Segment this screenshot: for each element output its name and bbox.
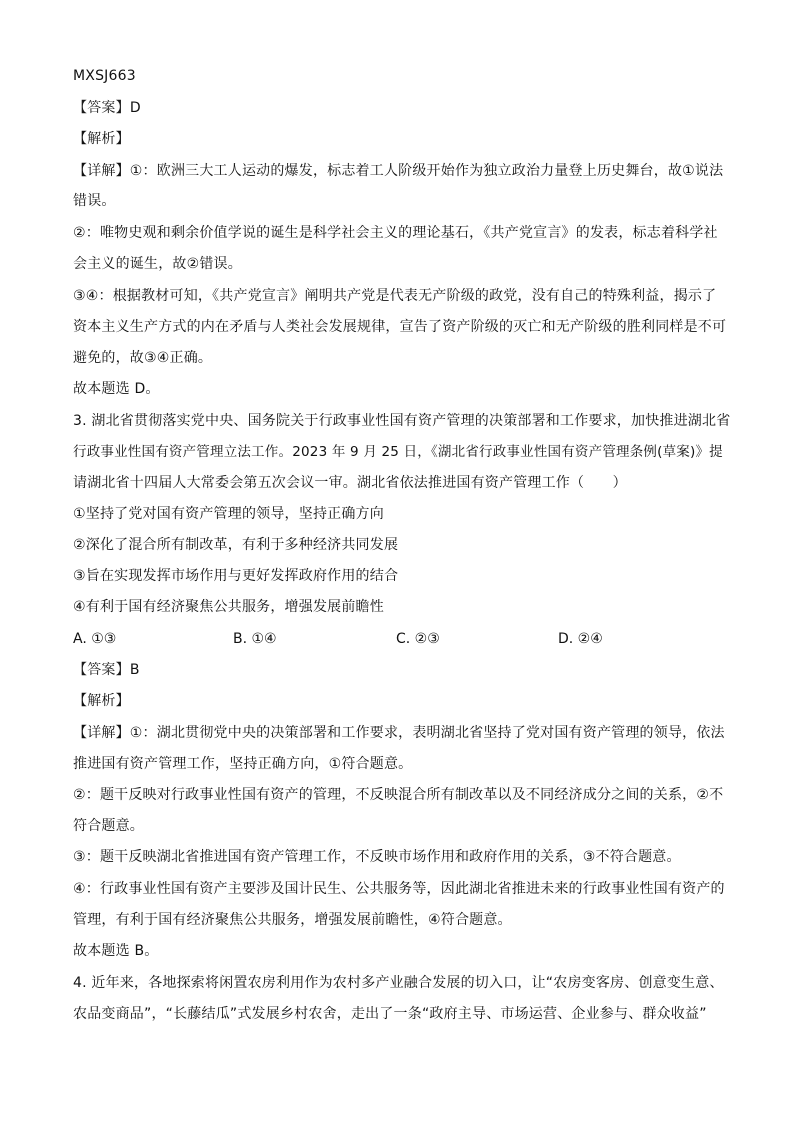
- q2-analysis-tag: 【解析】: [73, 131, 130, 147]
- q2-answer-line: [73, 98, 733, 118]
- q2-point34-line: 避免的，故③④正确。: [73, 350, 213, 366]
- q2-detail-line: 错误。: [73, 193, 116, 209]
- q3-detail-line: 符合题意。: [73, 818, 144, 834]
- answer-value: B: [129, 662, 140, 678]
- q3-stem-line: 请湖北省十四届人大常委会第五次会议一审。湖北省依法推进国有资产管理工作（ ）: [73, 475, 627, 491]
- q3-conclusion: 故本题选 B。: [73, 943, 159, 959]
- q4-stem-line: 4. 近年来，各地探索将闲置农房利用作为农村多产业融合发展的切入口，让“农房变客房、创意变生意、: [73, 975, 724, 991]
- q4-stem-line: 农品变商品”，“长藤结瓜”式发展乡村农舍，走出了一条“政府主导、市场运营、企业参与、群众收益”: [73, 1006, 707, 1022]
- answer-value: D: [129, 100, 141, 116]
- q3-item: ①坚持了党对国有资产管理的领导，坚持正确方向: [73, 506, 384, 522]
- q3-item: ③旨在实现发挥市场作用与更好发挥政府作用的结合: [73, 568, 399, 584]
- q3-answer-line: [73, 660, 733, 680]
- q3-option-c: C. ②③: [396, 631, 440, 647]
- q3-detail-line: 【详解】①：湖北贯彻党中央的决策部署和工作要求，表明湖北省坚持了党对国有资产管理的领导，依法: [73, 725, 725, 741]
- q2-point2-line: 会主义的诞生，故②错误。: [73, 256, 242, 272]
- q2-detail-line: 【详解】①：欧洲三大工人运动的爆发，标志着工人阶级开始作为独立政治力量登上历史舞台，故①说法: [73, 163, 724, 179]
- q3-item: ②深化了混合所有制改革，有利于多种经济共同发展: [73, 537, 399, 553]
- q3-detail-line: ③：题干反映湖北省推进国有资产管理工作，不反映市场作用和政府作用的关系，③不符合题意。: [73, 849, 681, 865]
- q3-analysis-tag: 【解析】: [73, 693, 130, 709]
- q3-detail-line: ④：行政事业性国有资产主要涉及国计民生、公共服务等，因此湖北省推进未来的行政事业性国有资产的: [73, 881, 725, 897]
- q3-stem-line: 行政事业性国有资产管理立法工作。2023 年 9 月 25 日，《湖北省行政事业性国有资产管理条例(草案)》提: [73, 444, 723, 460]
- q3-stem-line: 3. 湖北省贯彻落实党中央、国务院关于行政事业性国有资产管理的决策部署和工作要求，加快推进湖北省: [73, 413, 731, 429]
- answer-tag: 【答案】: [73, 662, 130, 678]
- q2-conclusion: 故本题选 D。: [73, 381, 160, 397]
- q3-detail-line: ②：题干反映对行政事业性国有资产的管理，不反映混合所有制改革以及不同经济成分之间的关系，②不: [73, 787, 724, 803]
- q3-option-b: B. ①④: [233, 631, 277, 647]
- q2-point34-line: 资本主义生产方式的内在矛盾与人类社会发展规律，宣告了资产阶级的灭亡和无产阶级的胜利同样是不可: [73, 319, 727, 335]
- document-id: MXSJ663: [73, 68, 136, 84]
- q3-item: ④有利于国有经济聚焦公共服务，增强发展前瞻性: [73, 599, 384, 615]
- q2-point2-line: ②：唯物史观和剩余价值学说的诞生是科学社会主义的理论基石，《共产党宣言》的发表，标志着科学社: [73, 225, 718, 241]
- answer-tag: 【答案】: [73, 100, 130, 116]
- q2-point34-line: ③④：根据教材可知，《共产党宣言》阐明共产党是代表无产阶级的政党，没有自己的特殊利益，揭示了: [73, 288, 717, 304]
- q3-option-a: A. ①③: [73, 631, 117, 647]
- q3-detail-line: 管理，有利于国有经济聚焦公共服务，增强发展前瞻性，④符合题意。: [73, 912, 512, 928]
- q3-detail-line: 推进国有资产管理工作，坚持正确方向，①符合题意。: [73, 756, 413, 772]
- q3-option-d: D. ②④: [558, 631, 603, 647]
